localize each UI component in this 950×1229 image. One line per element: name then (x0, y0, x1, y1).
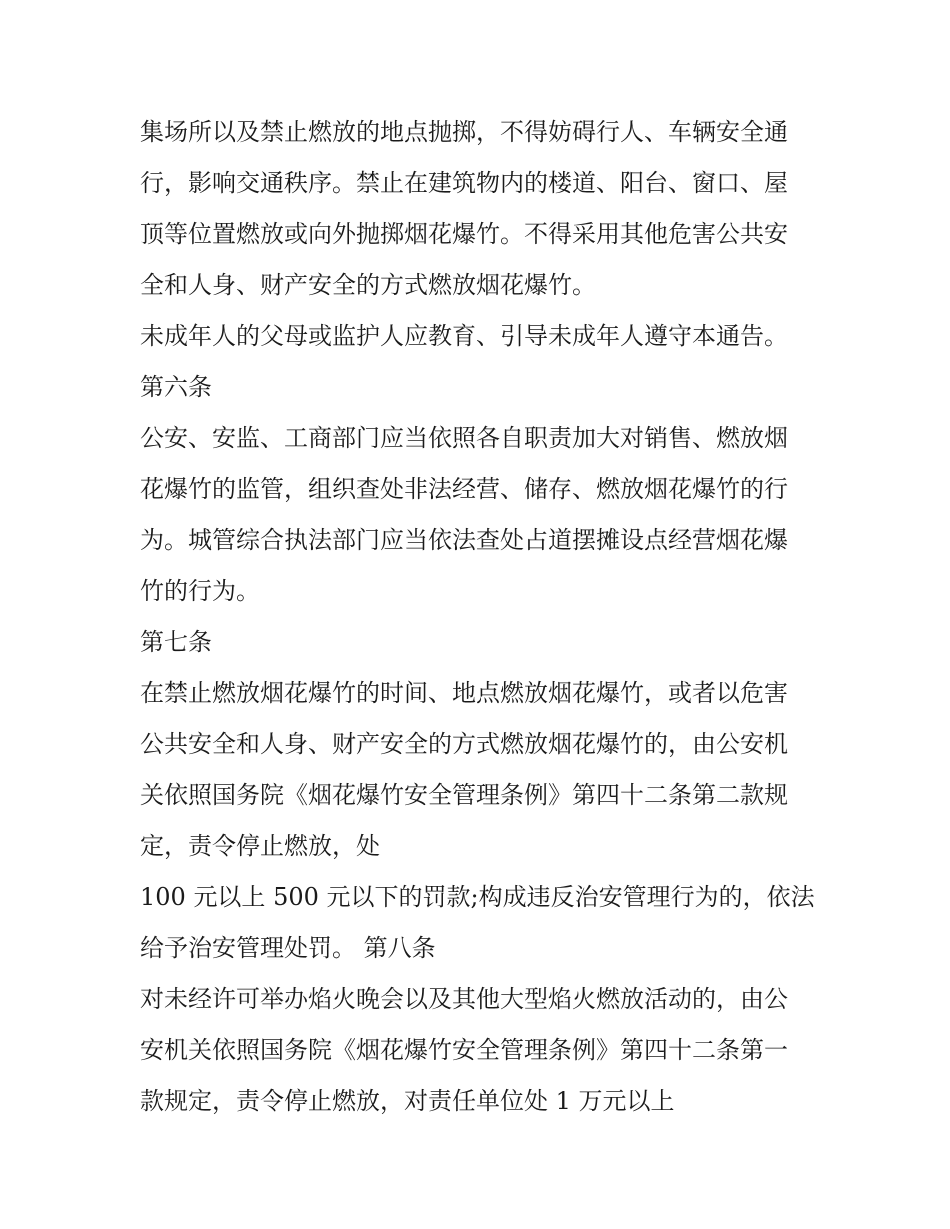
text-line: 给予治安管理处罚。 第八条 (140, 934, 436, 962)
text-line: 安机关依照国务院《烟花爆竹安全管理条例》第四十二条第一 (140, 1036, 788, 1064)
text-line: 集场所以及禁止燃放的地点抛掷，不得妨碍行人、车辆安全通 (140, 118, 788, 146)
article-heading-6: 第六条 (140, 373, 212, 401)
text-line: 顶等位置燃放或向外抛掷烟花爆竹。不得采用其他危害公共安 (140, 220, 788, 248)
text-line: 关依照国务院《烟花爆竹安全管理条例》第四十二条第二款规 (140, 781, 788, 809)
text-line: 全和人身、财产安全的方式燃放烟花爆竹。 (140, 271, 596, 299)
text-line: 定，责令停止燃放，处 (140, 832, 380, 860)
text-line: 对未经许可举办焰火晚会以及其他大型焰火燃放活动的，由公 (140, 985, 788, 1013)
article-heading-7: 第七条 (140, 628, 212, 656)
text-line: 款规定，责令停止燃放，对责任单位处 1 万元以上 (140, 1087, 675, 1115)
text-line: 公共安全和人身、财产安全的方式燃放烟花爆竹的，由公安机 (140, 730, 788, 758)
text-line: 为。城管综合执法部门应当依法查处占道摆摊设点经营烟花爆 (140, 526, 788, 554)
text-line: 花爆竹的监管，组织查处非法经营、储存、燃放烟花爆竹的行 (140, 475, 788, 503)
document-body (140, 107, 815, 1127)
text-line: 竹的行为。 (140, 577, 260, 605)
text-line: 行，影响交通秩序。禁止在建筑物内的楼道、阳台、窗口、屋 (140, 169, 788, 197)
text-line: 公安、安监、工商部门应当依照各自职责加大对销售、燃放烟 (140, 424, 788, 452)
text-line: 100 元以上 500 元以下的罚款;构成违反治安管理行为的，依法 (140, 883, 815, 911)
text-line: 在禁止燃放烟花爆竹的时间、地点燃放烟花爆竹，或者以危害 (140, 679, 788, 707)
text-line: 未成年人的父母或监护人应教育、引导未成年人遵守本通告。 (140, 322, 788, 350)
